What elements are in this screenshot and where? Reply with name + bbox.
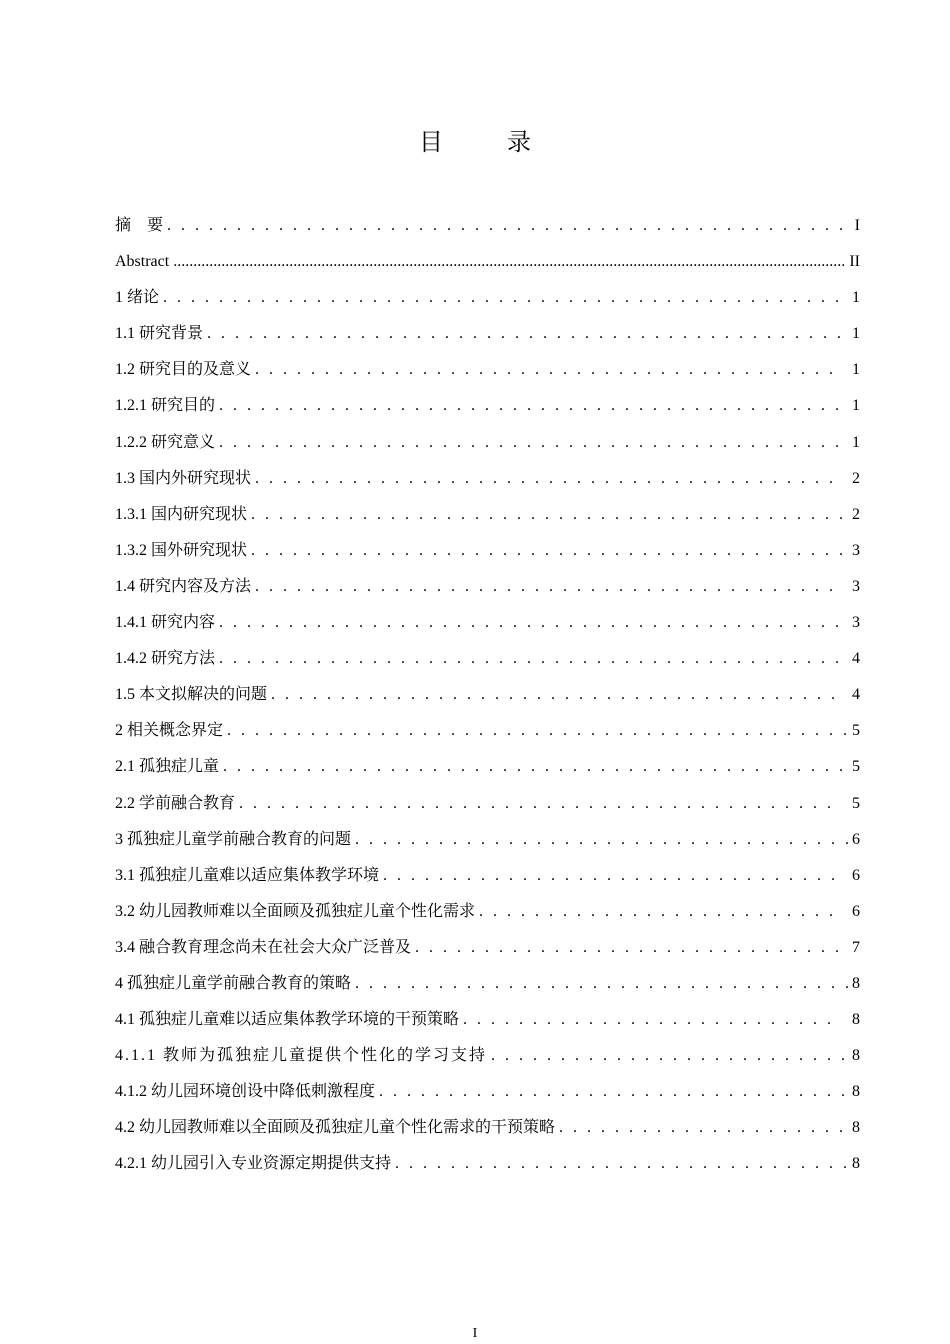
toc-leader	[219, 641, 842, 677]
toc-entry[interactable]	[115, 930, 860, 966]
toc-entry[interactable]	[115, 1110, 860, 1146]
toc-entry-page: 4	[852, 650, 860, 668]
toc-leader	[251, 533, 842, 569]
toc-entry-page: 6	[852, 866, 860, 884]
toc-entry[interactable]	[115, 1002, 860, 1038]
toc-entry-label: 4.1.1 教师为孤独症儿童提供个性化的学习支持	[115, 1047, 488, 1065]
toc-entry-page: 5	[852, 794, 860, 812]
toc-entry[interactable]	[115, 316, 860, 352]
toc-leader	[379, 1074, 848, 1110]
toc-entry-page: 2	[852, 469, 860, 487]
toc-entry-label: 1 绪论	[115, 289, 160, 307]
toc-entry[interactable]	[115, 352, 860, 388]
toc-entry-label: 1.3 国内外研究现状	[115, 469, 252, 487]
toc-entry[interactable]	[115, 569, 860, 605]
toc-entry-page: 1	[852, 325, 860, 343]
toc-entry-label: 4.2 幼儿园教师难以全面顾及孤独症儿童个性化需求的干预策略	[115, 1119, 556, 1137]
toc-entry[interactable]	[115, 1074, 860, 1110]
toc-entry[interactable]	[115, 749, 860, 785]
toc-leader	[255, 352, 842, 388]
toc-entry[interactable]	[115, 677, 860, 713]
toc-entry[interactable]	[115, 858, 860, 894]
toc-entry-label: 2.2 学前融合教育	[115, 794, 236, 812]
toc-entry-page: 3	[852, 577, 860, 595]
toc-entry-label: 1.3.1 国内研究现状	[115, 505, 248, 523]
toc-entry[interactable]	[115, 605, 860, 641]
toc-leader	[219, 605, 842, 641]
toc-leader	[223, 749, 842, 785]
toc-entry[interactable]	[115, 713, 860, 749]
toc-leader	[167, 208, 842, 244]
toc-entry[interactable]	[115, 786, 860, 822]
toc-leader	[355, 822, 848, 858]
toc-entry-label: 3.4 融合教育理念尚未在社会大众广泛普及	[115, 938, 412, 956]
toc-leader	[227, 713, 848, 749]
toc-entry-page: 1	[852, 397, 860, 415]
toc-entry-page: 5	[852, 722, 860, 740]
toc-leader	[395, 1146, 848, 1182]
toc-entry-label: 1.4.1 研究内容	[115, 614, 216, 632]
toc-leader	[163, 280, 848, 316]
toc-entry-label: 1.5 本文拟解决的问题	[115, 686, 268, 704]
toc-entry[interactable]	[115, 425, 860, 461]
toc-entry[interactable]	[115, 533, 860, 569]
page-title: 目 录	[419, 130, 551, 156]
toc-leader	[491, 1038, 848, 1074]
toc-leader	[207, 316, 842, 352]
toc-entry-page: 8	[852, 1011, 860, 1029]
toc-entry-label: 4.2.1 幼儿园引入专业资源定期提供支持	[115, 1155, 392, 1173]
toc-leader	[559, 1110, 842, 1146]
toc-leader	[463, 1002, 842, 1038]
toc-entry-page: 8	[852, 1083, 860, 1101]
toc-entry[interactable]	[115, 280, 860, 316]
toc-entry-page: 7	[852, 938, 860, 956]
table-of-contents	[115, 208, 860, 1183]
toc-entry-page: 1	[852, 433, 860, 451]
toc-entry[interactable]	[115, 822, 860, 858]
toc-entry[interactable]	[115, 208, 860, 244]
toc-entry[interactable]	[115, 1146, 860, 1182]
toc-leader	[271, 677, 842, 713]
toc-entry-page: I	[854, 217, 860, 234]
toc-entry-label: 1.4 研究内容及方法	[115, 577, 252, 595]
toc-entry-label: 3.2 幼儿园教师难以全面顾及孤独症儿童个性化需求	[115, 902, 476, 920]
toc-entry-page: 8	[852, 1119, 860, 1137]
toc-entry-page: 6	[852, 902, 860, 920]
toc-entry[interactable]	[115, 966, 860, 1002]
toc-entry[interactable]	[115, 641, 860, 677]
toc-entry-page: 8	[852, 1047, 860, 1065]
toc-leader	[251, 497, 842, 533]
toc-entry[interactable]	[115, 1038, 860, 1074]
toc-entry-page: 3	[852, 614, 860, 632]
toc-entry-label: 2.1 孤独症儿童	[115, 758, 220, 776]
toc-entry-label: 4 孤独症儿童学前融合教育的策略	[115, 974, 352, 992]
toc-entry-label: 1.2 研究目的及意义	[115, 361, 252, 379]
toc-leader	[383, 858, 842, 894]
toc-entry-page: 3	[852, 541, 860, 559]
toc-entry-label: 3 孤独症儿童学前融合教育的问题	[115, 830, 352, 848]
toc-leader	[173, 244, 845, 280]
toc-entry-page: 4	[852, 686, 860, 704]
toc-entry-label: 4.1.2 幼儿园环境创设中降低刺激程度	[115, 1083, 376, 1101]
toc-entry-label: 1.2.2 研究意义	[115, 433, 216, 451]
toc-leader	[239, 786, 842, 822]
toc-entry-label: Abstract	[115, 253, 170, 271]
toc-entry-label: 4.1 孤独症儿童难以适应集体教学环境的干预策略	[115, 1011, 460, 1029]
toc-entry-page: 6	[852, 830, 860, 848]
toc-leader	[479, 894, 842, 930]
toc-leader	[415, 930, 842, 966]
toc-leader	[255, 461, 842, 497]
toc-entry[interactable]	[115, 894, 860, 930]
toc-entry-page: 1	[852, 361, 860, 379]
toc-entry-label: 1.1 研究背景	[115, 325, 204, 343]
toc-entry-label: 1.3.2 国外研究现状	[115, 541, 248, 559]
toc-entry-page: 5	[852, 758, 860, 776]
toc-leader	[255, 569, 842, 605]
toc-entry-page: 2	[852, 505, 860, 523]
toc-entry[interactable]	[115, 244, 860, 280]
toc-leader	[355, 966, 848, 1002]
toc-entry[interactable]	[115, 461, 860, 497]
toc-entry-label: 3.1 孤独症儿童难以适应集体教学环境	[115, 866, 380, 884]
toc-entry-page: 8	[852, 974, 860, 992]
toc-entry-page: 8	[852, 1155, 860, 1173]
toc-entry[interactable]	[115, 388, 860, 424]
toc-entry-page: 1	[852, 289, 860, 307]
toc-entry-label: 摘 要	[115, 217, 164, 234]
toc-entry-page: II	[849, 253, 860, 271]
footer-page-number: I	[472, 1326, 478, 1341]
toc-entry[interactable]	[115, 497, 860, 533]
toc-entry-label: 2 相关概念界定	[115, 722, 224, 740]
toc-leader	[219, 388, 842, 424]
toc-entry-label: 1.2.1 研究目的	[115, 397, 216, 415]
toc-entry-label: 1.4.2 研究方法	[115, 650, 216, 668]
toc-leader	[219, 425, 842, 461]
